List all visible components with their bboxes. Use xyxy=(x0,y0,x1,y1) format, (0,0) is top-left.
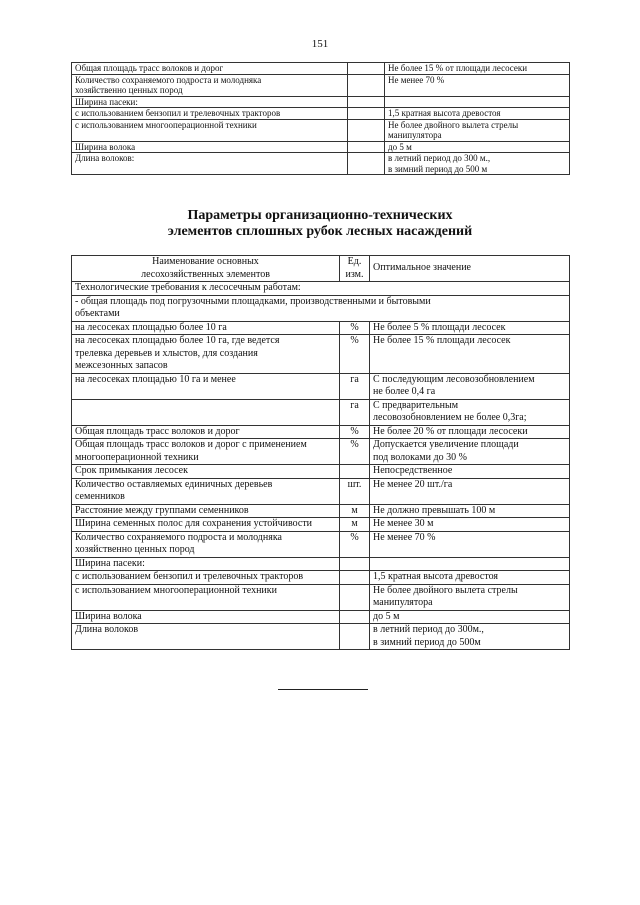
unit-cell: % xyxy=(340,531,370,557)
value-cell xyxy=(370,571,570,585)
name-cell xyxy=(72,153,348,175)
unit-cell xyxy=(340,465,370,479)
table-row xyxy=(72,624,570,650)
name-cell xyxy=(72,478,340,504)
page-number: 151 xyxy=(311,38,329,50)
empty-cell xyxy=(348,141,385,153)
name-cell xyxy=(72,624,340,650)
value-cell xyxy=(385,119,570,141)
value-cell xyxy=(370,624,570,650)
table-row xyxy=(72,610,570,624)
table-row xyxy=(72,335,570,374)
value-cell xyxy=(370,584,570,610)
table-row xyxy=(72,108,570,120)
unit-cell xyxy=(340,584,370,610)
unit-cell: шт. xyxy=(340,478,370,504)
name-cell-line: на лесосеках площадью более 10 га, где ведется xyxy=(75,335,280,346)
name-cell xyxy=(72,96,348,108)
header-name-line: лесохозяйственных элементов xyxy=(141,268,270,280)
name-cell xyxy=(72,531,340,557)
value-cell-line: С последующим лесовозобновлением xyxy=(373,373,535,385)
subsection-row xyxy=(72,295,570,321)
table-row xyxy=(72,153,570,175)
top-parameters-table xyxy=(71,62,570,175)
value-cell-line: Не менее 30 м xyxy=(373,518,434,529)
header-unit-cell xyxy=(340,256,370,282)
name-cell xyxy=(72,439,340,465)
name-cell-line: трелевка деревьев и хлыстов, для создания xyxy=(75,347,258,359)
name-cell-line: многооперационной техники xyxy=(75,451,199,463)
value-cell-line: в летний период до 300 м., xyxy=(388,153,491,163)
name-cell-line xyxy=(75,400,336,413)
name-cell-line: Общая площадь трасс волоков и дорог xyxy=(75,63,224,73)
table-row xyxy=(72,425,570,439)
name-cell xyxy=(72,399,340,425)
header-unit-line: Ед. xyxy=(347,256,362,267)
name-cell-line: с использованием многооперационной техники xyxy=(75,584,277,596)
value-cell-line: лесовозобновлением не более 0,3га; xyxy=(373,412,527,423)
empty-cell xyxy=(348,108,385,120)
title-line-2: элементов сплошных рубок лесных насаждений xyxy=(167,224,473,239)
table-row xyxy=(72,518,570,532)
value-cell-line: Не менее 20 шт./га xyxy=(373,478,453,490)
page-title xyxy=(0,208,640,240)
value-cell-line: Не более 20 % от площади лесосеки xyxy=(373,425,528,437)
value-cell xyxy=(370,531,570,557)
value-cell xyxy=(370,478,570,504)
name-cell-line: Длина волоков: xyxy=(75,153,135,163)
value-cell-line: С предварительным xyxy=(373,399,459,411)
unit-cell: м xyxy=(340,518,370,532)
value-cell-line: Непосредственное xyxy=(373,465,453,476)
name-cell-line: хозяйственно ценных пород xyxy=(75,544,195,555)
value-cell-line xyxy=(388,97,566,108)
table-row xyxy=(72,557,570,571)
value-cell xyxy=(385,74,570,96)
empty-cell xyxy=(348,153,385,175)
value-cell-line: Не более 5 % площади лесосек xyxy=(373,321,506,333)
empty-cell xyxy=(348,96,385,108)
unit-cell: % xyxy=(340,425,370,439)
value-cell xyxy=(370,439,570,465)
table-row xyxy=(72,399,570,425)
name-cell xyxy=(72,465,340,479)
name-cell xyxy=(72,504,340,518)
value-cell xyxy=(370,425,570,439)
name-cell-line: хозяйственно ценных пород xyxy=(75,85,183,95)
table-row xyxy=(72,571,570,585)
value-cell-line: Не более 15 % площади лесосек xyxy=(373,335,511,346)
name-cell xyxy=(72,119,348,141)
value-cell xyxy=(385,153,570,175)
name-cell-line: Количество сохраняемого подроста и молодняка xyxy=(75,74,262,85)
name-cell-line: Ширина пасеки: xyxy=(75,557,145,569)
subsection-cell xyxy=(72,295,570,321)
title-line-1: Параметры организационно-технических xyxy=(187,208,453,223)
name-cell-line: Ширина семенных полос для сохранения устойчивости xyxy=(75,518,313,529)
value-cell xyxy=(370,373,570,399)
unit-cell xyxy=(340,624,370,650)
name-cell xyxy=(72,335,340,374)
header-name-line: Наименование основных xyxy=(152,256,259,267)
value-cell-line: в зимний период до 500м xyxy=(373,636,481,648)
table-row xyxy=(72,373,570,399)
name-cell xyxy=(72,610,340,624)
value-cell-line: Не более двойного вылета стрелы xyxy=(388,119,519,130)
name-cell-line: Длина волоков xyxy=(75,624,139,635)
name-cell-line: Ширина волока xyxy=(75,141,136,152)
name-cell xyxy=(72,63,348,75)
name-cell xyxy=(72,518,340,532)
name-cell-line: межсезонных запасов xyxy=(75,360,168,371)
header-name-cell xyxy=(72,256,340,282)
name-cell xyxy=(72,141,348,153)
section-row xyxy=(72,282,570,296)
name-cell xyxy=(72,557,340,571)
table-row xyxy=(72,74,570,96)
unit-cell: м xyxy=(340,504,370,518)
value-cell-line: манипулятора xyxy=(373,597,433,608)
empty-cell xyxy=(348,63,385,75)
value-cell-line: до 5 м xyxy=(388,141,412,152)
name-cell-line: на лесосеках площадью более 10 га xyxy=(75,321,227,333)
value-cell xyxy=(385,63,570,75)
value-cell-line: под волоками до 30 % xyxy=(373,451,467,463)
table-row xyxy=(72,63,570,75)
name-cell-line: Количество сохраняемого подроста и молодняка xyxy=(75,531,282,543)
value-cell-line xyxy=(373,558,566,571)
value-cell-line: Не более 15 % от площади лесосеки xyxy=(388,63,528,73)
value-cell xyxy=(385,108,570,120)
value-cell xyxy=(370,504,570,518)
subsection-line: - общая площадь под погрузочными площадками, производственными и бытовыми xyxy=(75,295,431,307)
section-cell: Технологические требования к лесосечным работам: xyxy=(72,282,570,296)
name-cell-line: Количество оставляемых единичных деревьев xyxy=(75,478,273,490)
name-cell xyxy=(72,425,340,439)
name-cell xyxy=(72,373,340,399)
value-cell xyxy=(370,610,570,624)
table-row xyxy=(72,584,570,610)
top-table-body xyxy=(72,63,570,175)
value-cell xyxy=(385,141,570,153)
name-cell xyxy=(72,584,340,610)
value-cell-line: Не должно превышать 100 м xyxy=(373,504,496,516)
value-cell xyxy=(370,321,570,335)
value-cell xyxy=(370,557,570,571)
value-cell-line: в зимний период до 500 м xyxy=(388,163,488,174)
main-table-body xyxy=(72,282,570,650)
unit-cell: % xyxy=(340,335,370,374)
name-cell-line: с использованием бензопил и трелевочных тракторов xyxy=(75,571,304,582)
value-cell-line: 1,5 кратная высота древостоя xyxy=(388,108,501,118)
value-cell-line: Не более двойного вылета стрелы xyxy=(373,584,518,596)
name-cell-line: Ширина волока xyxy=(75,610,142,622)
value-cell-line: Допускается увеличение площади xyxy=(373,439,519,450)
empty-cell xyxy=(348,74,385,96)
empty-cell xyxy=(348,119,385,141)
table-row xyxy=(72,119,570,141)
name-cell-line: Ширина пасеки: xyxy=(75,96,138,107)
value-cell-line: не более 0,4 га xyxy=(373,386,436,397)
name-cell xyxy=(72,571,340,585)
table-row xyxy=(72,96,570,108)
table-row xyxy=(72,439,570,465)
main-parameters-table xyxy=(71,255,570,650)
table-row xyxy=(72,504,570,518)
value-cell xyxy=(370,465,570,479)
name-cell-line: с использованием многооперационной техники xyxy=(75,119,257,130)
unit-cell: % xyxy=(340,321,370,335)
unit-cell xyxy=(340,610,370,624)
name-cell-line: с использованием бензопил и трелевочных тракторов xyxy=(75,108,281,118)
value-cell-line: до 5 м xyxy=(373,610,400,622)
name-cell xyxy=(72,108,348,120)
table-row xyxy=(72,141,570,153)
subsection-line: объектами xyxy=(75,308,120,319)
name-cell-line: Расстояние между группами семенников xyxy=(75,504,249,516)
name-cell xyxy=(72,321,340,335)
table-row xyxy=(72,465,570,479)
name-cell-line: Срок примыкания лесосек xyxy=(75,465,188,476)
table-row xyxy=(72,321,570,335)
unit-cell: га xyxy=(340,373,370,399)
name-cell-line: на лесосеках площадью 10 га и менее xyxy=(75,373,236,385)
unit-cell: % xyxy=(340,439,370,465)
value-cell-line: Не менее 70 % xyxy=(373,531,436,543)
value-cell-line: 1,5 кратная высота древостоя xyxy=(373,571,498,582)
value-cell xyxy=(370,518,570,532)
name-cell xyxy=(72,74,348,96)
table-header-row xyxy=(72,256,570,282)
unit-cell: га xyxy=(340,399,370,425)
name-cell-line: семенников xyxy=(75,491,125,502)
header-unit-line: изм. xyxy=(345,268,364,280)
value-cell xyxy=(370,335,570,374)
table-row xyxy=(72,478,570,504)
header-value-cell: Оптимальное значение xyxy=(370,256,570,282)
end-divider xyxy=(278,689,368,690)
table-row xyxy=(72,531,570,557)
value-cell xyxy=(385,96,570,108)
name-cell-line: Общая площадь трасс волоков и дорог с применением xyxy=(75,439,307,450)
value-cell-line: манипулятора xyxy=(388,130,442,140)
name-cell-line: Общая площадь трасс волоков и дорог xyxy=(75,425,240,437)
unit-cell xyxy=(340,571,370,585)
unit-cell xyxy=(340,557,370,571)
value-cell-line: Не менее 70 % xyxy=(388,74,445,85)
value-cell-line: в летний период до 300м., xyxy=(373,624,484,635)
value-cell xyxy=(370,399,570,425)
